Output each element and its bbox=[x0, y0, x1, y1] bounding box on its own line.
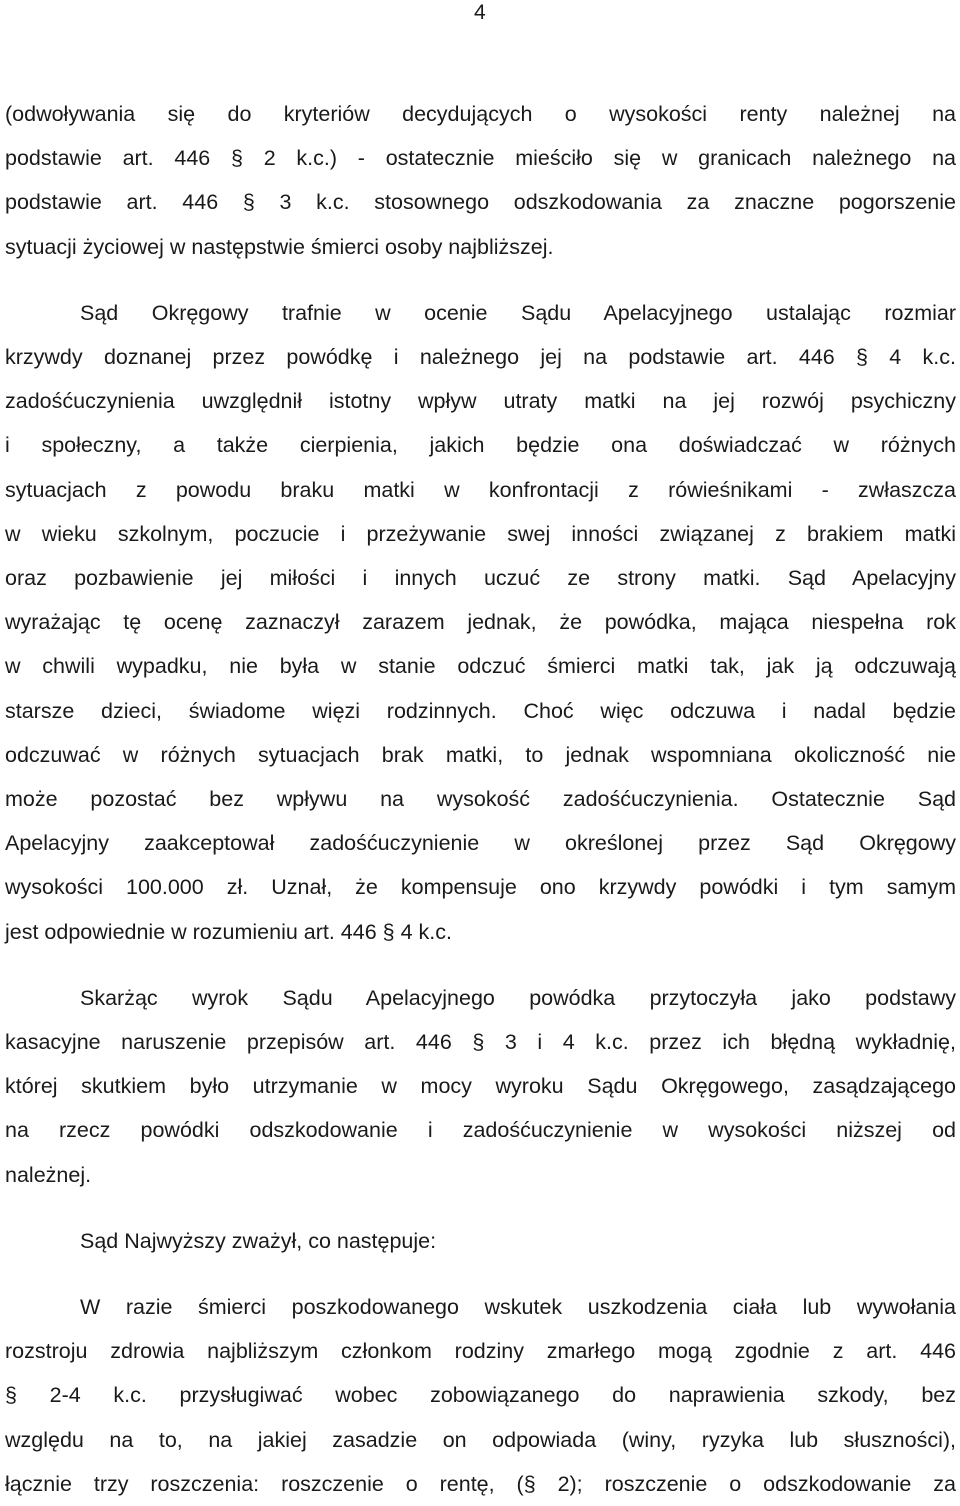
text-line: w chwili wypadku, nie była w stanie odczuć śmierci matki tak, jak ją odczuwają bbox=[5, 654, 956, 679]
text-line: na rzecz powódki odszkodowanie i zadośćuczynienie w wysokości niższej od bbox=[5, 1118, 956, 1143]
paragraph bbox=[5, 1285, 956, 1506]
text-line: podstawie art. 446 § 2 k.c.) - ostatecznie mieściło się w granicach należnego na bbox=[5, 146, 956, 171]
paragraph bbox=[5, 291, 956, 954]
text-line: krzywdy doznanej przez powódkę i należnego jej na podstawie art. 446 § 4 k.c. bbox=[5, 345, 956, 370]
text-line: (odwoływania się do kryteriów decydujących o wysokości renty należnej na bbox=[5, 102, 956, 126]
text-line: rozstroju zdrowia najbliższym członkom rodziny zmarłego mogą zgodnie z art. 446 bbox=[5, 1339, 956, 1364]
text-line: Sąd Najwyższy zważył, co następuje: bbox=[80, 1228, 437, 1253]
text-line: Skarżąc wyrok Sądu Apelacyjnego powódka przytoczyła jako podstawy bbox=[80, 985, 956, 1010]
text-line: Sąd Okręgowy trafnie w ocenie Sądu Apelacyjnego ustalając rozmiar bbox=[80, 300, 956, 325]
text-line: § 2-4 k.c. przysługiwać wobec zobowiązanego do naprawienia szkody, bez bbox=[5, 1383, 956, 1408]
text-line: względu na to, na jakiej zasadzie on odpowiada (winy, ryzyka lub słuszności), bbox=[5, 1427, 956, 1452]
text-line: sytuacjach z powodu braku matki w konfrontacji z rówieśnikami - zwłaszcza bbox=[5, 477, 956, 502]
text-line: sytuacji życiowej w następstwie śmierci osoby najbliższej. bbox=[5, 234, 554, 259]
paragraph bbox=[5, 976, 956, 1197]
text-line: kasacyjne naruszenie przepisów art. 446 § 3 i 4 k.c. przez ich błędną wykładnię, bbox=[5, 1030, 956, 1055]
text-line: i społeczny, a także cierpienia, jakich będzie ona doświadczać w różnych bbox=[5, 433, 956, 458]
text-line: starsze dzieci, świadome więzi rodzinnych. Choć więc odczuwa i nadal będzie bbox=[5, 698, 956, 723]
text-line: zadośćuczynienia uwzględnił istotny wpływ utraty matki na jej rozwój psychiczny bbox=[5, 389, 956, 414]
text-line: podstawie art. 446 § 3 k.c. stosownego odszkodowania za znaczne pogorszenie bbox=[5, 190, 956, 215]
text-line: może pozostać bez wpływu na wysokość zadośćuczynienia. Ostatecznie Sąd bbox=[5, 787, 956, 812]
page-number: 4 bbox=[474, 1, 486, 24]
text-line: w wieku szkolnym, poczucie i przeżywanie swej inności związanej z brakiem matki bbox=[5, 521, 956, 546]
text-line: wysokości 100.000 zł. Uznał, że kompensuje ono krzywdy powódki i tym samym bbox=[5, 875, 956, 900]
paragraph bbox=[5, 92, 956, 269]
text-line: której skutkiem było utrzymanie w mocy wyroku Sądu Okręgowego, zasądzającego bbox=[5, 1074, 956, 1099]
text-line: należnej. bbox=[5, 1162, 92, 1187]
text-line: W razie śmierci poszkodowanego wskutek uszkodzenia ciała lub wywołania bbox=[80, 1295, 956, 1320]
text-line: wyrażając tę ocenę zaznaczył zarazem jednak, że powódka, mająca niespełna rok bbox=[5, 610, 956, 635]
text-line: oraz pozbawienie jej miłości i innych uczuć ze strony matki. Sąd Apelacyjny bbox=[5, 566, 956, 591]
document-body bbox=[5, 92, 956, 1506]
section-heading bbox=[5, 1219, 956, 1263]
text-line: odczuwać w różnych sytuacjach brak matki, to jednak wspomniana okoliczność nie bbox=[5, 742, 956, 767]
text-line: łącznie trzy roszczenia: roszczenie o rentę, (§ 2); roszczenie o odszkodowanie za bbox=[5, 1471, 956, 1496]
text-line: jest odpowiednie w rozumieniu art. 446 § 4 k.c. bbox=[5, 919, 452, 944]
text-line: Apelacyjny zaakceptował zadośćuczynienie w określonej przez Sąd Okręgowy bbox=[5, 831, 956, 856]
